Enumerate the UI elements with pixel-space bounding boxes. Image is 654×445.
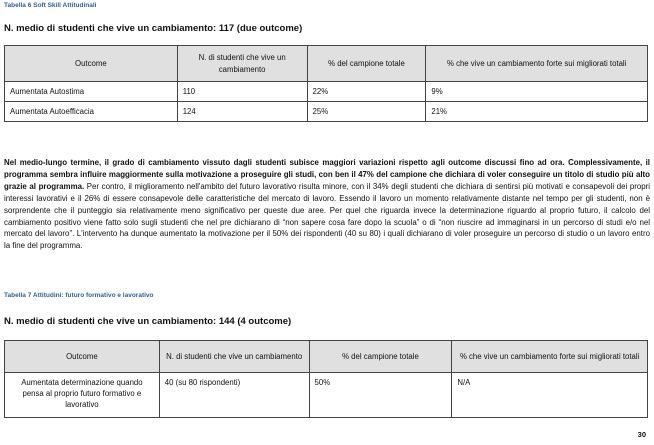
table-cell: 40 (su 80 rispondenti)	[159, 373, 309, 418]
column-header-students: N. di studenti che vive un cambiamento	[159, 341, 309, 373]
column-header-sample-pct: % del campione totale	[307, 46, 426, 82]
table-cell: 9%	[426, 82, 648, 102]
table-7-caption: Tabella 7 Attitudini: futuro formativo e lavorativo	[4, 292, 154, 299]
paragraph-body: Per contro, il miglioramento nell'ambito del futuro lavorativo risulta minore, con il 34% degli studenti che dichiara di sentirsi più motivati e consapevoli dei propri interessi lavorativi e il 26% di essere consapevole delle caratteristiche del mercato di lavoro. Essendo il lavoro un momento relativamente distante nel tempo per gli studenti, non è sorprendente che il punteggio sia relativamente meno significativo per queste due aree. Per quel che riguarda invece la determinazione riguardo al proprio futuro, il calcolo del cambiamento positivo viene fatto solo sugli studenti che nel pre dichiarano di “non sapere cosa fare dopo la scuola” o di “non riuscire ad immaginarsi in un percorso di studi e/o nel mercato del lavoro”. L'intervento ha dunque aumentato la motivazione per il 50% dei rispondenti (40 su 80) i quali dichiarano di voler proseguire un percorso di studio o un lavoro entro la fine del programma.	[4, 181, 650, 251]
column-header-strong-change-pct: % che vive un cambiamento forte sui migliorati totali	[426, 46, 648, 82]
table-cell: 110	[177, 82, 307, 102]
section-2-heading: N. medio di studenti che vive un cambiamento: 144 (4 outcome)	[4, 316, 292, 327]
table-cell: 25%	[307, 102, 426, 122]
table-cell: Aumentata Autoefficacia	[5, 102, 178, 122]
column-header-sample-pct: % del campione totale	[309, 341, 452, 373]
table-cell: Aumentata determinazione quando pensa al proprio futuro formativo e lavorativo	[5, 373, 160, 418]
table-cell: N/A	[452, 373, 648, 418]
table-row	[5, 102, 648, 122]
table-cell: 22%	[307, 82, 426, 102]
table-row	[5, 373, 648, 418]
column-header-outcome: Outcome	[5, 46, 178, 82]
section-1-heading: N. medio di studenti che vive un cambiamento: 117 (due outcome)	[4, 23, 303, 34]
paragraph-lead: Nel medio-lungo termine, il grado di cambiamento vissuto dagli studenti subisce maggiori variazioni rispetto agli outcome discussi fino ad ora. Complessivamente, il programma sembra influire maggiormente sulla motivazione a proseguire gli studi, con ben il 47% del campione che dichiara di voler conseguire un titolo di studio più alto grazie al programma.	[4, 158, 650, 191]
table-cell: 124	[177, 102, 307, 122]
column-header-outcome: Outcome	[5, 341, 160, 373]
table-cell: Aumentata Autostima	[5, 82, 178, 102]
soft-skill-table	[4, 45, 648, 122]
column-header-strong-change-pct: % che vive un cambiamento forte sui migliorati totali	[452, 341, 648, 373]
page-number: 30	[637, 430, 646, 439]
table-header-row	[5, 46, 648, 82]
table-6-caption: Tabella 6 Soft Skill Attitudinali	[4, 2, 97, 9]
column-header-students: N. di studenti che vive un cambiamento	[177, 46, 307, 82]
table-cell: 50%	[309, 373, 452, 418]
table-header-row	[5, 341, 648, 373]
future-attitudes-table	[4, 340, 648, 418]
body-paragraph	[4, 157, 650, 252]
table-cell: 21%	[426, 102, 648, 122]
table-row	[5, 82, 648, 102]
